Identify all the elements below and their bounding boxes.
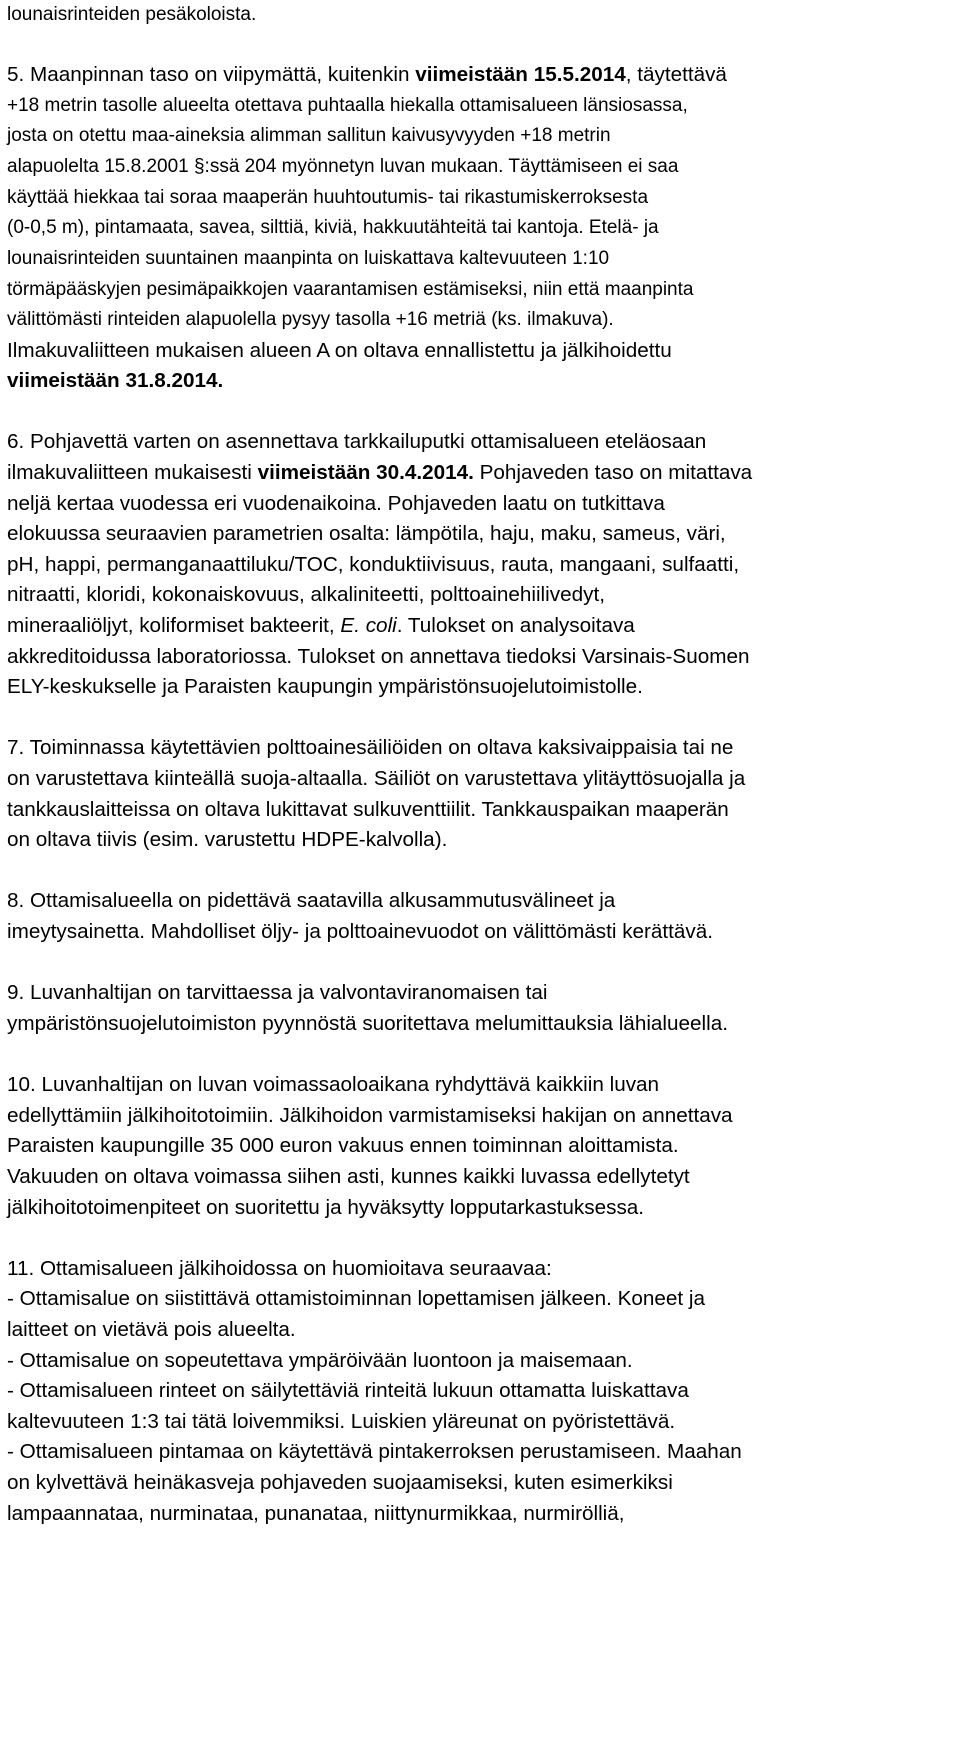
- text-run: laitteet on vietävä pois alueelta.: [7, 1318, 296, 1341]
- text-run: nitraatti, kloridi, kokonaiskovuus, alkaliniteetti, polttoainehiilivedyt,: [7, 583, 605, 606]
- text-run: välittömästi rinteiden alapuolella pysyy tasolla +16 metriä (ks. ilmakuva).: [7, 309, 614, 330]
- paragraph-6-line: [7, 427, 706, 457]
- paragraph-9-line: [7, 1009, 728, 1039]
- text-run: +18 metrin tasolle alueelta otettava puhtaalla hiekalla ottamisalueen länsiosassa,: [7, 95, 688, 116]
- paragraph-11-line: [7, 1407, 675, 1437]
- paragraph-7-line: [7, 733, 733, 763]
- italic-term: E. coli: [340, 614, 397, 637]
- text-run: akkreditoidussa laboratoriossa. Tulokset on annettava tiedoksi Varsinais-Suomen: [7, 645, 750, 668]
- text-run: 7. Toiminnassa käytettävien polttoainesäiliöiden on oltava kaksivaippaisia tai ne: [7, 736, 734, 759]
- paragraph-5-line: [7, 121, 611, 151]
- text-run: on varustettava kiinteällä suoja-altaalla. Säiliöt on varustettava ylitäyttösuojalla ja: [7, 767, 746, 790]
- text-run: on kylvettävä heinäkasveja pohjaveden suojaamiseksi, kuten esimerkiksi: [7, 1471, 673, 1494]
- text-run: törmäpääskyjen pesimäpaikkojen vaarantamisen estämiseksi, niin että maanpinta: [7, 279, 694, 300]
- paragraph-11-line: [7, 1254, 552, 1284]
- text-run: Pohjaveden taso on mitattava: [473, 461, 753, 484]
- paragraph-6-line: [7, 642, 749, 672]
- paragraph-11-line: [7, 1346, 633, 1376]
- text-run: alapuolelta 15.8.2001 §:ssä 204 myönnetyn luvan mukaan.: [7, 156, 504, 177]
- text-run: - Ottamisalueen rinteet on säilytettäviä rinteitä lukuun ottamatta luiskattava: [7, 1379, 689, 1402]
- paragraph-5-line: [7, 152, 678, 182]
- text-run: 11. Ottamisalueen jälkihoidossa on huomioitava seuraavaa:: [7, 1257, 552, 1280]
- text-run: edellyttämiin jälkihoitotoimiin. Jälkihoidon varmistamiseksi hakijan on annettava: [7, 1104, 733, 1127]
- paragraph-6-line: [7, 672, 643, 702]
- paragraph-10-line: [7, 1162, 690, 1192]
- text-run: pH, happi, permanganaattiluku/TOC, konduktiivisuus, rauta, mangaani, sulfaatti,: [7, 553, 740, 576]
- paragraph-11-line: [7, 1468, 673, 1498]
- deadline-date: viimeistään 30.4.2014.: [257, 461, 474, 484]
- text-run: - Ottamisalue on siistittävä ottamistoiminnan lopettamisen jälkeen. Koneet ja: [7, 1287, 705, 1310]
- paragraph-11-line: [7, 1437, 742, 1467]
- paragraph-5-line: [7, 244, 609, 274]
- text-run: jälkihoitotoimenpiteet on suoritettu ja hyväksytty lopputarkastuksessa.: [7, 1196, 645, 1219]
- paragraph-6-line: [7, 489, 665, 519]
- paragraph-10-line: [7, 1193, 644, 1223]
- paragraph-5-line: [7, 366, 223, 396]
- paragraph-9-line: [7, 978, 548, 1008]
- text-run: on oltava tiivis (esim. varustettu HDPE-kalvolla).: [7, 828, 448, 851]
- paragraph-10-line: [7, 1101, 733, 1131]
- text-run: ELY-keskukselle ja Paraisten kaupungin ympäristönsuojelutoimistolle.: [7, 675, 643, 698]
- paragraph-5-line: [7, 336, 672, 366]
- text-run: , täytettävä: [625, 63, 727, 86]
- paragraph-11-line: [7, 1499, 625, 1529]
- paragraph-11-line: [7, 1284, 705, 1314]
- text-run: ympäristönsuojelutoimiston pyynnöstä suoritettava melumittauksia lähialueella.: [7, 1012, 728, 1035]
- text-run: ilmakuvaliitteen mukaisesti: [7, 461, 258, 484]
- paragraph-6-line: [7, 458, 752, 488]
- paragraph-10-line: [7, 1131, 679, 1161]
- text-run: josta on otettu maa-aineksia alimman sallitun kaivusyvyyden +18 metrin: [7, 125, 611, 146]
- text-run: 10. Luvanhaltijan on luvan voimassaoloaikana ryhdyttävä kaikkiin luvan: [7, 1073, 660, 1096]
- paragraph-8-line: [7, 886, 615, 916]
- text-run: 9. Luvanhaltijan on tarvittaessa ja valvontaviranomaisen tai: [7, 981, 548, 1004]
- text-run: 8. Ottamisalueella on pidettävä saatavilla alkusammutusvälineet ja: [7, 889, 616, 912]
- paragraph-7-line: [7, 764, 745, 794]
- text-run: mineraaliöljyt, koliformiset bakteerit,: [7, 614, 341, 637]
- paragraph-5-line: [7, 183, 648, 213]
- text-run: 5. Maanpinnan taso on viipymättä, kuitenkin: [7, 63, 416, 86]
- text-run: Paraisten kaupungille 35 000 euron vakuus ennen toiminnan aloittamista.: [7, 1134, 679, 1157]
- text-run: elokuussa seuraavien parametrien osalta: lämpötila, haju, maku, sameus, väri,: [7, 522, 726, 545]
- text-run: lampaannataa, nurminataa, punanataa, niittynurmikkaa, nurmirölliä,: [7, 1502, 625, 1525]
- paragraph-6-line: [7, 580, 605, 610]
- text-run: . Tulokset on analysoitava: [396, 614, 635, 637]
- paragraph-8-line: [7, 917, 713, 947]
- paragraph-6-line: [7, 611, 635, 641]
- text-run: neljä kertaa vuodessa eri vuodenaikoina. Pohjaveden laatu on tutkittava: [7, 492, 665, 515]
- paragraph-10-line: [7, 1070, 659, 1100]
- deadline-date: viimeistään 31.8.2014: [7, 369, 218, 392]
- paragraph-5-line: [7, 305, 614, 335]
- deadline-date: viimeistään 15.5.2014: [415, 63, 626, 86]
- paragraph-5-line: [7, 213, 659, 243]
- text-run: lounaisrinteiden suuntainen maanpinta on luiskattava kaltevuuteen 1:10: [7, 248, 610, 269]
- text-run: Etelä- ja: [583, 217, 659, 238]
- text-line: [7, 0, 256, 30]
- text-run: .: [217, 369, 224, 392]
- text-run: lounaisrinteiden pesäkoloista.: [7, 4, 257, 25]
- paragraph-11-line: [7, 1376, 689, 1406]
- text-run: (0-0,5 m), pintamaata, savea, silttiä, kiviä, hakkuutähteitä tai kantoja.: [7, 217, 584, 238]
- paragraph-7-line: [7, 795, 729, 825]
- text-run: Ilmakuvaliitteen mukaisen alueen A on oltava ennallistettu ja jälkihoidettu: [7, 339, 672, 362]
- paragraph-7-line: [7, 825, 447, 855]
- text-run: 6. Pohjavettä varten on asennettava tarkkailuputki ottamisalueen eteläosaan: [7, 430, 707, 453]
- paragraph-6-line: [7, 550, 739, 580]
- paragraph-5-line: [7, 60, 727, 90]
- text-run: Täyttämiseen ei saa: [503, 156, 679, 177]
- paragraph-5-line: [7, 275, 693, 305]
- text-run: - Ottamisalueen pintamaa on käytettävä pintakerroksen perustamiseen. Maahan: [7, 1440, 742, 1463]
- text-run: imeytysainetta. Mahdolliset öljy- ja polttoainevuodot on välittömästi kerättävä.: [7, 920, 714, 943]
- paragraph-6-line: [7, 519, 726, 549]
- paragraph-11-line: [7, 1315, 296, 1345]
- text-run: kaltevuuteen 1:3 tai tätä loivemmiksi. Luiskien yläreunat on pyöristettävä.: [7, 1410, 676, 1433]
- text-run: Vakuuden on oltava voimassa siihen asti, kunnes kaikki luvassa edellytetyt: [7, 1165, 690, 1188]
- paragraph-5-line: [7, 91, 688, 121]
- text-run: käyttää hiekkaa tai soraa maaperän huuhtoutumis- tai rikastumiskerroksesta: [7, 187, 649, 208]
- text-run: - Ottamisalue on sopeutettava ympäröivään luontoon ja maisemaan.: [7, 1349, 633, 1372]
- text-run: tankkauslaitteissa on oltava lukittavat sulkuventtiilit. Tankkauspaikan maaperän: [7, 798, 729, 821]
